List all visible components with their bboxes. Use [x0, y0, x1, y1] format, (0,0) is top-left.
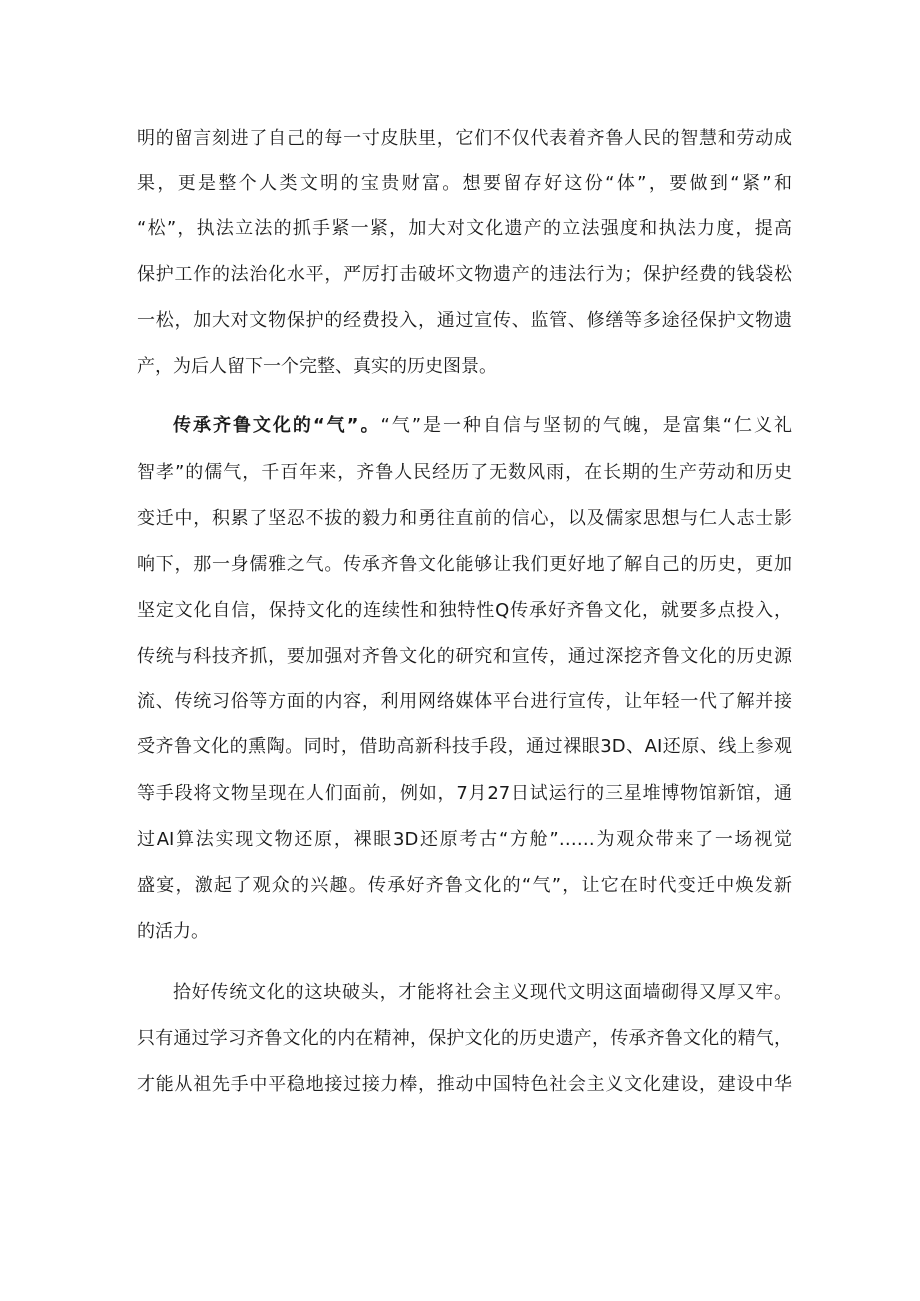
paragraph-2-line-12: 的活力。: [137, 921, 209, 942]
paragraph-2-line-8: 受齐鲁文化的熏陶。同时，借助高新科技手段，通过裸眼3D、AI还原、线上参观: [137, 736, 792, 757]
paragraph-2-line-11: 盛宴，激起了观众的兴趣。传承好齐鲁文化的“气”，让它在时代变迁中焕发新: [137, 875, 792, 896]
paragraph-3-line-1: 拾好传统文化的这块破头，才能将社会主义现代文明这面墙砌得又厚又牢。: [173, 982, 792, 1003]
paragraph-2-line-7: 流、传统习俗等方面的内容，利用网络媒体平台进行宣传，让年轻一代了解并接: [137, 691, 792, 712]
paragraph-1-line-5: 一松，加大对文物保护的经费投入，通过宣传、监管、修缮等多途径保护文物遗: [137, 310, 792, 331]
section-heading: 传承齐鲁文化的“气”。: [173, 415, 381, 436]
paragraph-2-line-10: 过AI算法实现文物还原，裸眼3D还原考古“方舱”……为观众带来了一场视觉: [137, 829, 792, 850]
paragraph-3-line-3: 才能从祖先手中平稳地接过接力棒，推动中国特色社会主义文化建设，建设中华: [137, 1074, 792, 1095]
paragraph-2-line-3: 变迁中，积累了坚忍不拔的毅力和勇往直前的信心，以及儒家思想与仁人志士影: [137, 508, 792, 529]
paragraph-2-line-2: 智孝”的儒气，千百年来，齐鲁人民经历了无数风雨，在长期的生产劳动和历史: [137, 462, 792, 483]
paragraph-3-line-2: 只有通过学习齐鲁文化的内在精神，保护文化的历史遗产，传承齐鲁文化的精气，: [137, 1028, 792, 1049]
paragraph-1-line-3: “松”，执法立法的抓手紧一紧，加大对文化遗产的立法强度和执法力度，提高: [137, 218, 792, 239]
paragraph-2-line-1-text: “气”是一种自信与坚韧的气魄，是富集“仁义礼: [380, 415, 792, 436]
paragraph-1-line-2: 果，更是整个人类文明的宝贵财富。想要留存好这份“体”，要做到“紧”和: [137, 173, 792, 194]
paragraph-1-line-4: 保护工作的法治化水平，严厉打击破坏文物遗产的违法行为；保护经费的钱袋松: [137, 264, 792, 285]
paragraph-2-line-9: 等手段将文物呈现在人们面前，例如，7月27日试运行的三星堆博物馆新馆，通: [137, 783, 792, 804]
paragraph-2-line-4: 响下，那一身儒雅之气。传承齐鲁文化能够让我们更好地了解自己的历史，更加: [137, 554, 792, 575]
paragraph-1-line-1: 明的留言刻进了自己的每一寸皮肤里，它们不仅代表着齐鲁人民的智慧和劳动成: [137, 128, 792, 149]
paragraph-1-line-6: 产，为后人留下一个完整、真实的历史图景。: [137, 356, 497, 377]
paragraph-2-line-6: 传统与科技齐抓，要加强对齐鲁文化的研究和宣传，通过深挖齐鲁文化的历史源: [137, 646, 792, 667]
paragraph-2-line-5: 坚定文化自信，保持文化的连续性和独特性Q传承好齐鲁文化，就要多点投入，: [137, 600, 792, 621]
paragraph-2-line-1: [173, 409, 792, 443]
